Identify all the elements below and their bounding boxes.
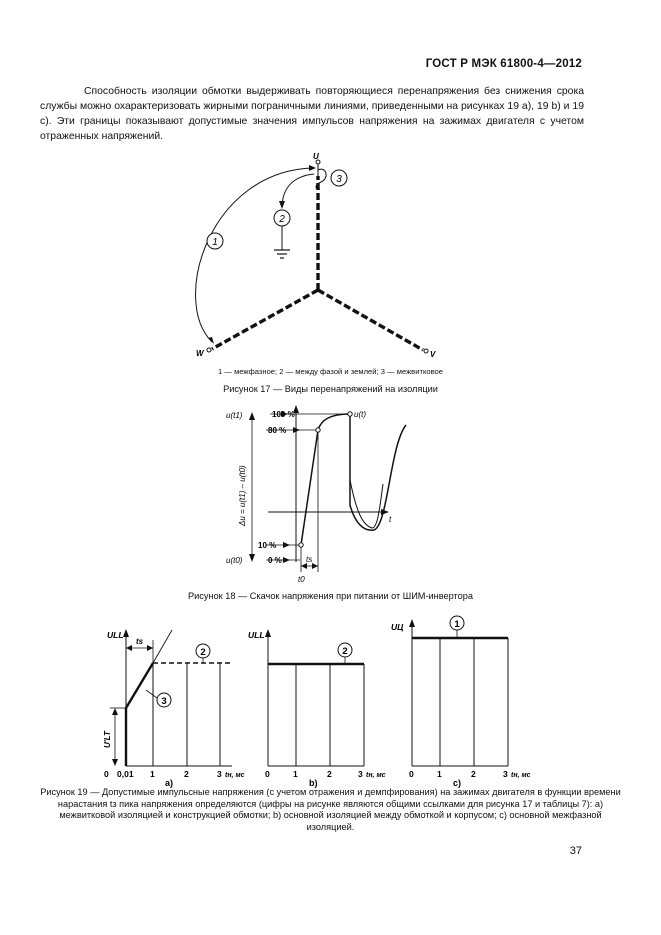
panel-b-tick-3: 3	[358, 769, 363, 779]
panel-a-ts: ts	[136, 637, 144, 646]
panel-a-ult: U'LT	[103, 731, 112, 748]
panel-b-tick-0: 0	[265, 769, 270, 779]
body-paragraph: Способность изоляции обмотки выдерживать повторяющиеся перенапряжения без снижения срока службы можно охарактеризовать жирными пограничными линиями, приведенными на рисунках 19 а), 19 b) и 19 с). Эти границы показывают допустимые значения импульсов напряжения на зажимах двигателя с учетом отраженных напряжений.	[40, 86, 584, 142]
panel-a-tick-001: 0,01	[117, 769, 134, 779]
panel-a-tick-0: 0	[104, 769, 109, 779]
terminal-w: W	[196, 349, 204, 358]
label-u-t1: u(t1)	[226, 411, 243, 420]
figure-19-caption: Рисунок 19 — Допустимые импульсные напряжения (с учетом отражения и демпфирования) на зажимах двигателя в функции времени нарастания tз пика напряжения определяются (цифры на рисунке являются общими ссылками для рисунка 17 и таблицы 7): а) межвитковой изоляцией и конструкцией обмотки; b) основной изоляцией между обмоткой и корпусом; с) основной межфазной изоляцией.	[40, 787, 621, 832]
standard-header: ГОСТ Р МЭК 61800-4—2012	[425, 58, 582, 70]
panel-b-tick-2: 2	[327, 769, 332, 779]
panel-b-callout-2: 2	[342, 646, 348, 657]
callout-3-fig17: 3	[336, 174, 342, 185]
label-80-percent: 80 %	[268, 426, 287, 435]
panel-c-xlabel: tн, мс	[511, 772, 531, 779]
panel-c-tick-3: 3	[503, 769, 508, 779]
panel-a-tick-2: 2	[184, 769, 189, 779]
panel-a-tick-3: 3	[217, 769, 222, 779]
label-t0: t0	[298, 575, 305, 584]
figure-19-panel-c	[391, 616, 531, 788]
panel-c-callout-1: 1	[454, 619, 460, 630]
callout-2-fig17: 2	[279, 214, 285, 225]
label-t-axis: t	[389, 515, 392, 524]
label-0-percent: 0 %	[268, 556, 282, 565]
terminal-v: V	[430, 350, 436, 359]
label-u-t: u(t)	[354, 410, 366, 419]
panel-c-tick-1: 1	[437, 769, 442, 779]
figure-17-legend: 1 — межфазное; 2 — между фазой и землей; 3 — межвитковое	[218, 367, 443, 376]
panel-a-label: a)	[165, 778, 174, 788]
terminal-u: U	[313, 152, 319, 161]
panel-b-ylabel: ULL	[248, 630, 265, 640]
callout-1-fig17: 1	[212, 237, 218, 248]
panel-a-xlabel: tн, мс	[225, 772, 245, 779]
panel-b-xlabel: tн, мс	[366, 772, 386, 779]
panel-b-tick-1: 1	[293, 769, 298, 779]
panel-a-callout-2: 2	[200, 647, 206, 658]
page-number: 37	[569, 845, 582, 857]
label-delta-u: Δu = u(t1) – u(t0)	[238, 465, 247, 526]
figure-18-caption: Рисунок 18 — Скачок напряжения при питании от ШИМ-инвертора	[188, 591, 473, 601]
figure-19-panel-a	[103, 629, 245, 788]
panel-c-tick-0: 0	[409, 769, 414, 779]
figure-17-caption: Рисунок 17 — Виды перенапряжений на изоляции	[223, 384, 438, 394]
panel-c-ylabel: UЦ	[391, 622, 404, 632]
panel-a-tick-1: 1	[150, 769, 155, 779]
panel-a-callout-3: 3	[161, 696, 167, 707]
panel-c-tick-2: 2	[471, 769, 476, 779]
panel-a-ylabel: ULL	[107, 630, 124, 640]
figure-19-panel-b	[248, 629, 386, 788]
panel-c-label: c)	[453, 778, 462, 788]
label-100-percent: 100 %	[272, 410, 295, 419]
label-u-t0: u(t0)	[226, 556, 243, 565]
panel-b-label: b)	[309, 778, 318, 788]
label-10-percent: 10 %	[258, 541, 277, 550]
label-ts: ts	[306, 555, 313, 564]
